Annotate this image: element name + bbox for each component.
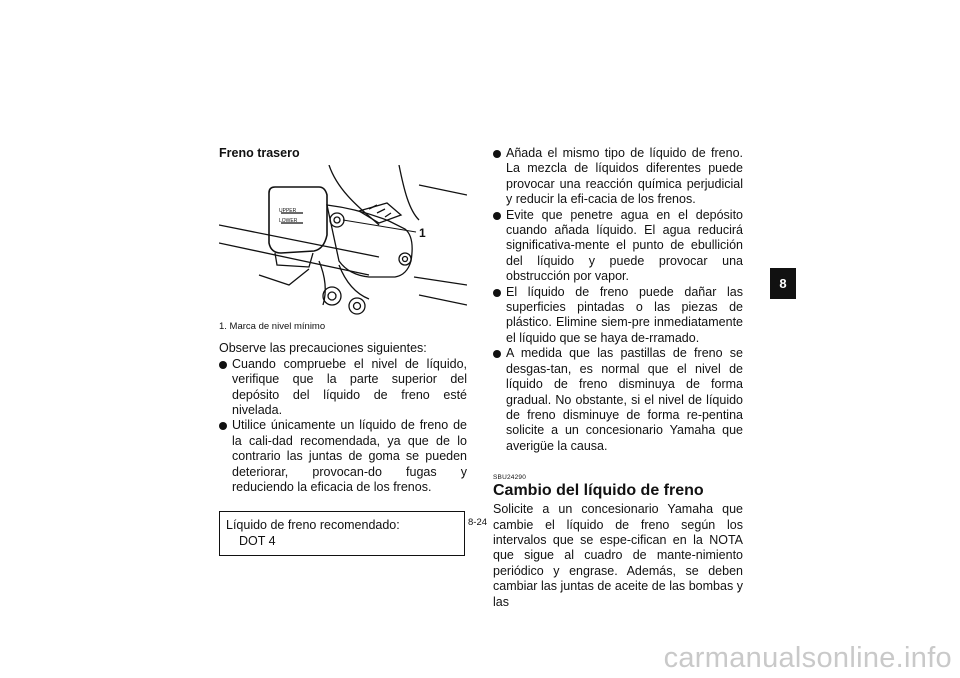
list-item: A medida que las pastillas de freno se desgas-tan, es normal que el nivel de líquido de freno disminuya de forma gradual. No obstante, si el nivel de líquido de freno disminuye de forma re-pentina solicite a un concesionario Yamaha que averigüe la causa. (493, 346, 743, 454)
chapter-tab: 8 (770, 268, 796, 299)
svg-text:LOWER: LOWER (279, 218, 298, 225)
subsection-heading: Freno trasero (219, 146, 300, 160)
brake-reservoir-illustration (219, 165, 467, 318)
bullet-icon (219, 422, 227, 430)
left-bullet-list (219, 357, 467, 496)
figure-caption: 1. Marca de nivel mínimo (219, 321, 326, 333)
bullet-icon (493, 289, 501, 297)
watermark: carmanualsonline.info (663, 642, 952, 674)
right-bullet-list (493, 146, 743, 454)
bullet-icon (493, 150, 501, 158)
left-column (219, 146, 467, 556)
section-text: Solicite a un concesionario Yamaha que cambie el líquido de freno según los intervalos que se espe-cifican en la NOTA que sigue al cuadro de mante-nimiento periódico y engrase. Además, se deben cambiar las juntas de aceite de las bombas y las (493, 502, 743, 609)
list-item: Utilice únicamente un líquido de freno de la cali-dad recomendada, ya que de lo contrario las juntas de goma se pueden deteriorar, provocan-do fugas y reduciendo la eficacia de los frenos. (219, 418, 467, 495)
svg-text:UPPER: UPPER (279, 208, 297, 215)
bullet-icon (493, 212, 501, 220)
list-item: Cuando compruebe el nivel de líquido, verifique que la parte superior del depósito del líquido de freno esté nivelada. (219, 357, 467, 419)
list-item: El líquido de freno puede dañar las superficies pintadas o las piezas de plástico. Elimine siem-pre inmediatamente el líquido que se haya de-rramado. (493, 285, 743, 347)
page-number: 8-24 (468, 517, 488, 528)
bullet-icon (493, 350, 501, 358)
callout-number: 1 (419, 226, 426, 241)
recommended-fluid-box (219, 511, 465, 556)
section-title: Cambio del líquido de freno (493, 482, 704, 500)
intro-text: Observe las precauciones siguientes: (219, 341, 427, 356)
list-item: Evite que penetre agua en el depósito cuando añada líquido. El agua reducirá significativa-mente el punto de ebullición del líquido y puede provocar una obstrucción por vapor. (493, 208, 743, 285)
spec-value: DOT 4 (239, 533, 276, 548)
reference-code: SBU24290 (493, 474, 527, 482)
spec-label: Líquido de freno recomendado: (226, 518, 400, 533)
right-column (493, 146, 743, 610)
reservoir-drawing (219, 165, 467, 318)
list-item: Añada el mismo tipo de líquido de freno. La mezcla de líquidos diferentes puede provocar una reacción química perjudicial y reducir la efi-cacia de los frenos. (493, 146, 743, 208)
bullet-icon (219, 361, 227, 369)
